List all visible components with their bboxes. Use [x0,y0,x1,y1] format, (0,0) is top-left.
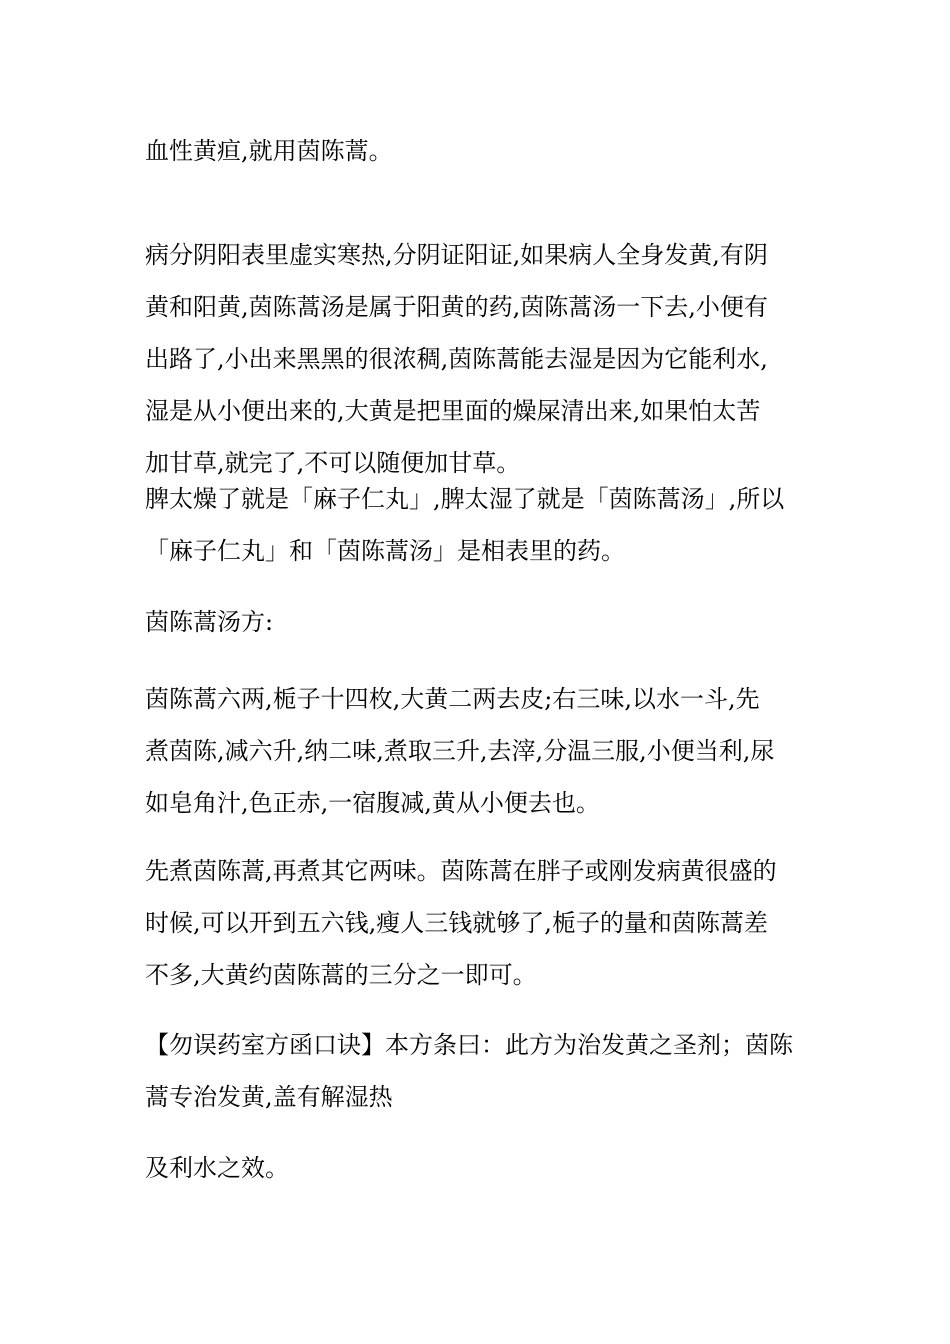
paragraph-quotation [145,1019,815,1123]
text-line: 如皂角汁,色正赤,一宿腹减,黄从小便去也。 [145,789,600,817]
formula-heading [145,596,815,648]
text-line: 湿是从小便出来的,大黄是把里面的燥屎清出来,如果怕太苦 [145,397,761,425]
text-line: 「麻子仁丸」和「茵陈蒿汤」是相表里的药。 [145,537,625,565]
paragraph-dosage-notes [145,845,815,1001]
paragraph-spleen-dry-damp [145,473,815,577]
text-line: 脾太燥了就是「麻子仁丸」,脾太湿了就是「茵陈蒿汤」,所以 [145,485,785,513]
text-line: 煮茵陈,减六升,纳二味,煮取三升,去滓,分温三服,小便当利,尿 [145,737,775,765]
paragraph-hemolytic-jaundice [145,125,815,177]
paragraph-yin-yang-jaundice [145,229,815,489]
text-line: 时候,可以开到五六钱,瘦人三钱就够了,栀子的量和茵陈蒿差 [145,909,768,937]
text-line: 先煮茵陈蒿,再煮其它两味。茵陈蒿在胖子或刚发病黄很盛的 [145,857,777,885]
text-line: 血性黄疸,就用茵陈蒿。 [145,137,393,165]
text-line: 【勿误药室方函口诀】本方条曰：此方为治发黄之圣剂；茵陈 [145,1031,793,1059]
text-line: 出路了,小出来黑黑的很浓稠,茵陈蒿能去湿是因为它能利水, [145,345,768,373]
paragraph-formula-recipe [145,673,815,829]
text-line: 蒿专治发黄,盖有解湿热 [145,1083,393,1111]
text-line: 茵陈蒿汤方: [145,608,274,636]
text-line: 不多,大黄约茵陈蒿的三分之一即可。 [145,961,537,989]
text-line: 茵陈蒿六两,栀子十四枚,大黄二两去皮;右三味,以水一斗,先 [145,685,760,713]
text-line: 及利水之效。 [145,1154,289,1182]
text-line: 加甘草,就完了,不可以随便加甘草。 [145,449,521,477]
text-line: 病分阴阳表里虚实寒热,分阴证阳证,如果病人全身发黄,有阴 [145,241,768,269]
paragraph-quotation-continued [145,1142,815,1194]
text-line: 黄和阳黄,茵陈蒿汤是属于阳黄的药,茵陈蒿汤一下去,小便有 [145,293,768,321]
